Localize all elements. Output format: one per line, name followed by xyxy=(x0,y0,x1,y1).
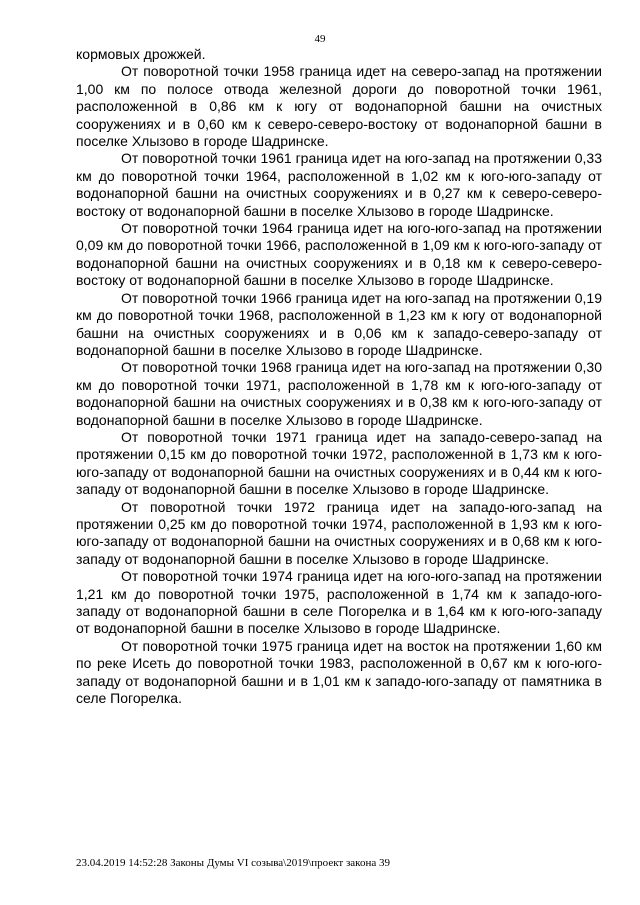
paragraph-point-1968: От поворотной точки 1968 граница идет на юго-запад на протяжении 0,30 км до поворотной точки 1971, расположенной в 1,78 км к юго-юго-западу от водонапорной башни на очистных сооружениях и в 0,38 км к юго-юго-западу от водонапорной башни в поселке Хлызово в городе Шадринске. xyxy=(76,359,602,428)
paragraph-point-1961: От поворотной точки 1961 граница идет на юго-запад на протяжении 0,33 км до поворотной точки 1964, расположенной в 1,02 км к юго-юго-западу от водонапорной башни на очистных сооружениях и в 0,27 км к северо-северо-востоку от водонапорной башни в поселке Хлызово в городе Шадринске. xyxy=(76,150,602,219)
paragraph-point-1966: От поворотной точки 1966 граница идет на юго-запад на протяжении 0,19 км до поворотной точки 1968, расположенной в 1,23 км к югу от водонапорной башни на очистных сооружениях и в 0,06 км к западо-северо-западу от водонапорной башни в поселке Хлызово в городе Шадринске. xyxy=(76,289,602,358)
paragraph-point-1972: От поворотной точки 1972 граница идет на западо-юго-запад на протяжении 0,25 км до поворотной точки 1974, расположенной в 1,93 км к юго-юго-западу от водонапорной башни на очистных сооружениях и в 0,68 км к юго-западу от водонапорной башни в поселке Хлызово в городе Шадринске. xyxy=(76,498,602,567)
paragraph-point-1974: От поворотной точки 1974 граница идет на юго-юго-запад на протяжении 1,21 км до поворотной точки 1975, расположенной в 1,74 км к западо-юго-западу от водонапорной башни в селе Погорелка и в 1,64 км к юго-юго-западу от водонапорной башни в поселке Хлызово в городе Шадринске. xyxy=(76,568,602,637)
paragraph-point-1964: От поворотной точки 1964 граница идет на юго-юго-запад на протяжении 0,09 км до поворотной точки 1966, расположенной в 1,09 км к юго-юго-западу от водонапорной башни на очистных сооружениях и в 0,18 км к северо-северо-востоку от водонапорной башни в поселке Хлызово в городе Шадринске. xyxy=(76,220,602,289)
paragraph-continuation: кормовых дрожжей. xyxy=(76,46,206,62)
paragraph-point-1971: От поворотной точки 1971 граница идет на западо-северо-запад на протяжении 0,15 км до поворотной точки 1972, расположенной в 1,73 км к юго-юго-западу от водонапорной башни на очистных сооружениях и в 0,44 км к юго-западу от водонапорной башни в поселке Хлызово в городе Шадринске. xyxy=(76,428,602,498)
paragraph-point-1958: От поворотной точки 1958 граница идет на северо-запад на протяжении 1,00 км по полосе отвода железной дороги до поворотной точки 1961, расположенной в 0,86 км к югу от водонапорной башни на очистных сооружениях и в 0,60 км к северо-северо-востоку от водонапорной башни в поселке Хлызово в городе Шадринске. xyxy=(76,63,602,150)
document-footer: 23.04.2019 14:52:28 Законы Думы VI созыва\2019\проект закона 39 xyxy=(76,857,390,869)
page-number: 49 xyxy=(314,33,326,45)
paragraph-point-1975: От поворотной точки 1975 граница идет на восток на протяжении 1,60 км по реке Исеть до поворотной точки 1983, расположенной в 0,67 км к юго-юго-западу от водонапорной башни и в 1,01 км к западо-юго-западу от памятника в селе Погорелка. xyxy=(76,637,602,707)
document-body xyxy=(76,46,602,707)
